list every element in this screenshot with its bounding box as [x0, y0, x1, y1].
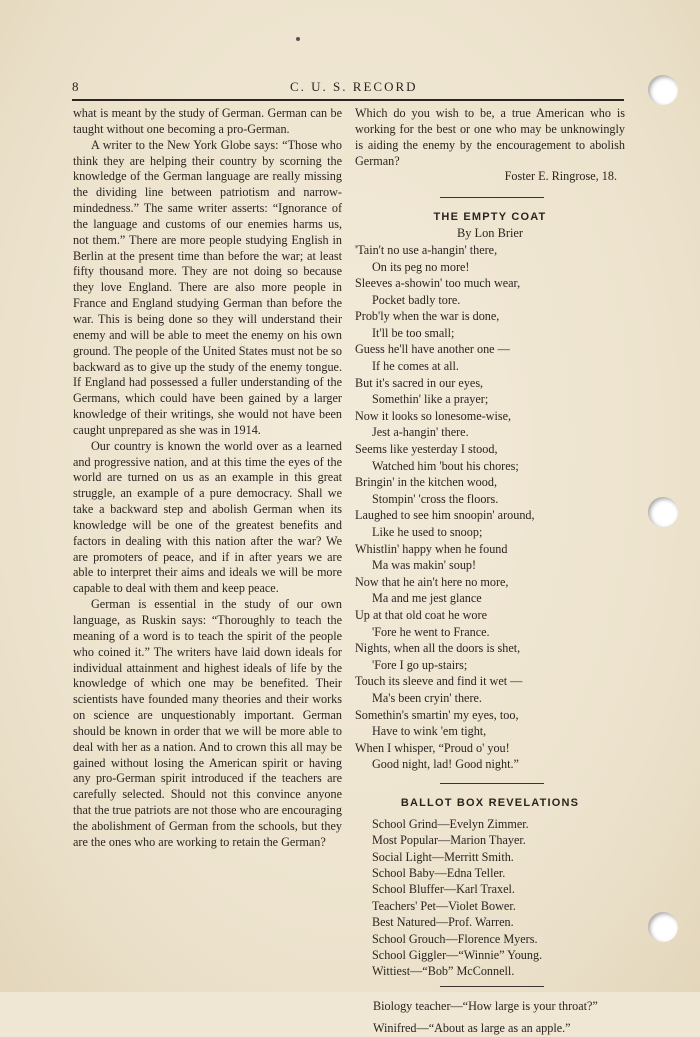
- poem-line: Whistlin' happy when he found: [355, 541, 508, 556]
- ballot-item: School Baby—Edna Teller.: [372, 865, 506, 880]
- poem-line: Good night, lad! Good night.”: [372, 757, 519, 772]
- poem-line: Watched him 'bout his chores;: [372, 458, 519, 473]
- ballot-title: BALLOT BOX REVELATIONS: [400, 796, 580, 809]
- ballot-item: School Grouch—Florence Myers.: [372, 931, 538, 946]
- ballot-item: Most Popular—Marion Thayer.: [372, 833, 526, 848]
- essay-paragraph: A writer to the New York Globe says: “Those who think they are helping their country by scorning the knowledge of the German language are really missing the dividing line between patriotism and narrow-mindedness.” The same writer asserts: “Ignorance of the language and customs of our enemies harms us, not them.” There are more people studying English in Berlin at the present time than before the war; at least fifty thousand more. They are not doing so because they love England. There are also more people in France and England studying German than before the war. This is being done so they will understand their enemy and will be able to meet the enemy on his own ground. The people of the United States must not be so backward as to give up the study of the enemy tongue. If England had possessed a fuller understanding of the Germans, which could have been gained by a larger knowledge of their writings, she would not have been caught unprepared as she was in 1914.: [73, 137, 342, 437]
- header-rule: [72, 99, 624, 101]
- poem-line: Ma was makin' soup!: [372, 558, 477, 573]
- ballot-item: Social Light—Merritt Smith.: [372, 849, 514, 864]
- poem-line: Somethin's smartin' my eyes, too,: [355, 707, 519, 722]
- poem-line: Ma's been cryin' there.: [372, 690, 482, 705]
- binder-hole-middle: [648, 497, 678, 527]
- poem-title: THE EMPTY COAT: [433, 211, 547, 224]
- section-divider: [440, 197, 544, 198]
- poem-line: Nights, when all the doors is shet,: [355, 641, 521, 656]
- poem-line: Now it looks so lonesome-wise,: [355, 408, 512, 423]
- ballot-item: School Grind—Evelyn Zimmer.: [372, 816, 529, 831]
- left-column: [73, 106, 342, 851]
- poem-line: But it's sacred in our eyes,: [355, 375, 484, 390]
- ballot-item: School Bluffer—Karl Traxel.: [372, 882, 515, 897]
- ballot-item: Best Natured—Prof. Warren.: [372, 915, 514, 930]
- poem-line: Seems like yesterday I stood,: [355, 442, 498, 457]
- poem-line: Have to wink 'em tight,: [372, 724, 487, 739]
- poem-line: Like he used to snoop;: [372, 525, 483, 539]
- ballot-item: School Giggler—“Winnie” Young.: [372, 948, 543, 962]
- binder-hole-bottom: [648, 912, 678, 942]
- essay-paragraph: Our country is known the world over as a learned and progressive nation, and at this time the eyes of the world are turned on us as an example in this great struggle, an example of a pure democracy. Shall we take a backward step and abolish German when its knowledge will be one of the greatest benefits and factors in dealing with this nation after the war? We are promoters of peace, and if in after years we are able to interpret their aims and ideals we will be more capable to deal with them and keep peace.: [73, 438, 342, 596]
- essay-conclusion: Which do you wish to be, a true American who is working for the best or one who may be unknowingly is aiding the enemy by the encouragement to abolish German?: [355, 106, 625, 168]
- poem-line: Prob'ly when the war is done,: [355, 309, 500, 324]
- poem-line: Ma and me jest glance: [372, 591, 482, 606]
- poem-line: Jest a-hangin' there.: [372, 425, 469, 440]
- joke-question: Biology teacher—“How large is your throat?”: [373, 998, 598, 1013]
- poem-byline: By Lon Brier: [456, 226, 524, 241]
- poem-line: Bringin' in the kitchen wood,: [355, 475, 497, 490]
- poem-line: Stompin' 'cross the floors.: [372, 491, 499, 506]
- poem-body: [355, 242, 625, 773]
- poem-line: Somethin' like a prayer;: [372, 392, 489, 407]
- poem-line: Now that he ain't here no more,: [355, 574, 509, 589]
- joke-answer: Winifred—“About as large as an apple.”: [373, 1020, 571, 1035]
- poem-line: 'Fore he went to France.: [372, 624, 490, 639]
- ballot-list: [355, 816, 625, 980]
- poem-line: It'll be too small;: [372, 325, 455, 340]
- binder-hole-top: [648, 75, 678, 105]
- poem-line: 'Fore I go up-stairs;: [372, 657, 468, 672]
- poem-line: If he comes at all.: [372, 359, 459, 374]
- poem-line: When I whisper, “Proud o' you!: [355, 740, 510, 755]
- poem-line: Touch its sleeve and find it wet —: [355, 674, 523, 689]
- poem-line: 'Tain't no use a-hangin' there,: [355, 242, 498, 257]
- poem-line: Pocket badly tore.: [372, 292, 461, 307]
- poem-line: Up at that old coat he wore: [355, 607, 487, 622]
- essay-paragraph: German is essential in the study of our own language, as Ruskin says: “Thoroughly to teach the meaning of a word is to teach the spirit of the people who coined it.” The writers have laid down ideals for individual attainment and highest ideals of life by the knowledge of which one may be benefited. Their scientists have founded many theories and their works on science are unquestionably important. German should be known in order that we will be more able to deal with her as a nation. And to crown this all may be gained without losing the American spirit or having any pro-German spirit introduced if the teachers are carefully selected. Should not this convince anyone that the true patriots are not those who are encouraging the abolishment of German from the schools, but they are the ones who are working to retain the German?: [73, 597, 342, 849]
- poem-line: Guess he'll have another one —: [355, 342, 510, 357]
- essay-paragraph: what is meant by the study of German. German can be taught without one becoming a pro-German.: [73, 106, 342, 136]
- section-divider: [440, 986, 544, 987]
- page-number: 8: [72, 79, 80, 94]
- poem-line: Sleeves a-showin' too much wear,: [355, 276, 521, 291]
- author-signature: Foster E. Ringrose, 18.: [504, 169, 617, 184]
- publication-title: C. U. S. RECORD: [290, 79, 418, 94]
- ballot-item: Teachers' Pet—Violet Bower.: [372, 898, 516, 913]
- section-divider: [440, 783, 544, 784]
- poem-line: On its peg no more!: [372, 259, 470, 274]
- right-column: [355, 106, 625, 1037]
- page-speck: [296, 37, 300, 41]
- poem-line: Laughed to see him snoopin' around,: [355, 508, 535, 523]
- ballot-item: Wittiest—“Bob” McConnell.: [372, 964, 515, 979]
